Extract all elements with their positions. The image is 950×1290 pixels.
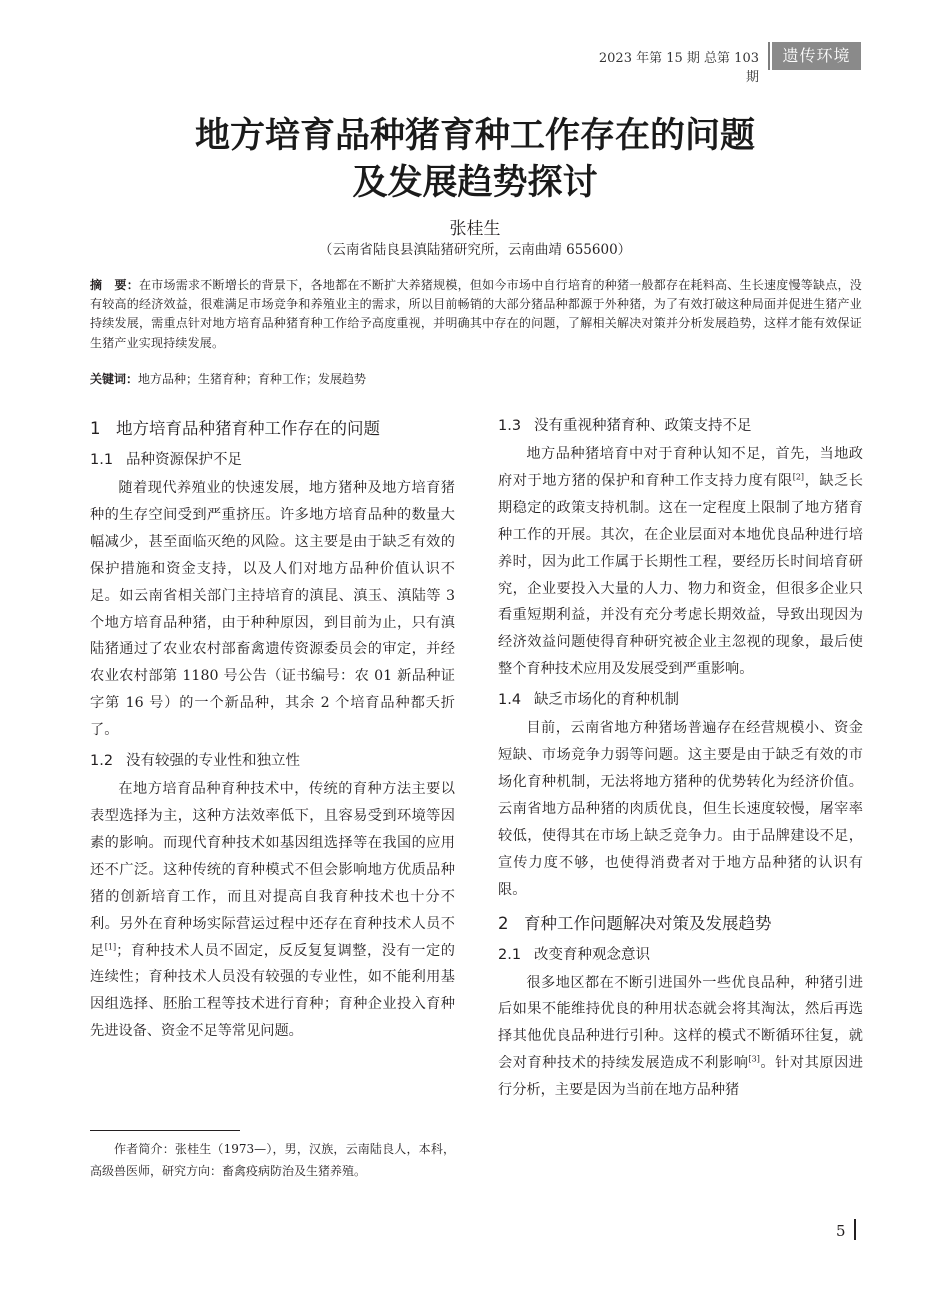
- reference-marker[interactable]: [1]: [104, 941, 117, 951]
- section-1-heading: [90, 412, 455, 446]
- subsection-title: 没有较强的专业性和独立性: [126, 753, 300, 770]
- section-2-1-heading: [498, 941, 863, 970]
- subsection-number: 1.3: [498, 418, 522, 434]
- header-issue: 2023 年第 15 期 总第 103 期: [598, 51, 759, 85]
- abstract-label: 摘 要：: [90, 278, 140, 292]
- paragraph: [498, 441, 863, 683]
- reference-marker[interactable]: [3]: [748, 1054, 760, 1064]
- keywords: [90, 370, 862, 389]
- reference-marker[interactable]: [2]: [792, 472, 805, 482]
- page-number-bar: [854, 1219, 856, 1240]
- footnote-divider: [90, 1130, 240, 1131]
- subsection-title: 品种资源保护不足: [126, 452, 242, 468]
- paragraph-text: ，缺乏长期稳定的政策支持机制。这在一定程度上限制了地方猪育种工作的开展。其次，在企业层面对本地优良品种进行培养时，因为此工作属于长期性工程，要经历长时间培育研究，企业要投入大量的人力、物力和资金，但很多企业只看重短期利益，并没有充分考虑长期效益，导致出现因为经济效益问题使得育种研究被企业主忽视的现象，最后使整个育种技术应用及发展受到严重影响。: [498, 472, 863, 678]
- subsection-title: 缺乏市场化的育种机制: [534, 692, 679, 709]
- abstract-text: 在市场需求不断增长的背景下，各地都在不断扩大养猪规模，但如今市场中自行培育的种猪一般都存在耗料高、生长速度慢等缺点，没有较高的经济效益，很难满足市场竞争和养殖业主的需求，所以目前畅销的大部分猪品种都源于外种猪，为了有效打破这种局面并促进生猪产业持续发展，需重点针对地方培育品种猪育种工作给予高度重视，并明确其中存在的问题，了解相关解决对策并分析发展趋势，这样才能有效保证生猪产业实现持续发展。: [90, 278, 862, 350]
- section-title: 地方培育品种猪育种工作存在的问题: [116, 419, 380, 438]
- subsection-title: 改变育种观念意识: [534, 946, 650, 963]
- author-footnote: 作者简介：张桂生（1973—），男，汉族，云南陆良人，本科，高级兽医师，研究方向：畜禽疫病防治及生猪养殖。: [90, 1142, 455, 1178]
- paragraph-text: 在地方培育品种育种技术中，传统的育种方法主要以表型选择为主，这种方法效率低下，且容易受到环境等因素的影响。而现代育种技术如基因组选择等在我国的应用还不广泛。这种传统的育种模式不但会影响地方优质品种猪的创新培育工作，而且对提高自我育种技术也十分不利。另外在育种场实际营运过程中还存在育种技术人员不足: [90, 781, 455, 959]
- section-1-3-heading: [498, 412, 863, 441]
- section-number: 1: [90, 419, 101, 438]
- subsection-number: 1.2: [90, 753, 114, 770]
- section-number: 2: [498, 913, 509, 933]
- title-line-1: 地方培育品种猪育种工作存在的问题: [194, 116, 755, 156]
- paragraph-text: 很多地区都在不断引进国外一些优良品种，种猪引进后如果不能维持优良的种用状态就会将其淘汰，然后再选择其他优良品种进行引种。这样的模式不断循环往复，就会对育种技术的持续发展造成不利影响: [498, 974, 863, 1072]
- abstract: [90, 276, 862, 353]
- keywords-text: 地方品种；生猪育种；育种工作；发展趋势: [138, 372, 367, 386]
- paragraph-text: ；育种技术人员不固定，反反复复调整，没有一定的连续性；育种技术人员没有较强的专业性，如不能利用基因组选择、胚胎工程等技术进行育种；育种企业投入育种先进设备、资金不足等常见问题。: [90, 942, 455, 1040]
- subsection-number: 2.1: [498, 946, 522, 963]
- paragraph-text: 地方品种猪培育中对于育种认知不足，首先，当地政府对于地方猪的保护和育种工作支持力度有限: [498, 446, 863, 489]
- paragraph: [498, 970, 863, 1105]
- author-name: 张桂生: [449, 219, 501, 239]
- subsection-title: 没有重视种猪育种、政策支持不足: [534, 418, 752, 434]
- section-1-2-heading: [90, 747, 455, 776]
- paragraph-text: 。针对其原因进行分析，主要是因为当前在地方品种猪: [498, 1055, 863, 1099]
- left-column: [90, 412, 455, 1048]
- header-divider: [768, 42, 770, 70]
- section-1-4-heading: [498, 686, 863, 715]
- article-title: [0, 113, 950, 207]
- section-title: 育种工作问题解决对策及发展趋势: [524, 913, 772, 933]
- subsection-number: 1.4: [498, 692, 522, 709]
- paragraph: 目前，云南省地方种猪场普遍存在经营规模小、资金短缺、市场竞争力弱等问题。这主要是由于缺乏有效的市场化育种机制，无法将地方猪种的优势转化为经济价值。云南省地方品种猪的肉质优良，但生长速度较慢，屠宰率较低，使得其在市场上缺乏竞争力。由于品牌建设不足，宣传力度不够，也使得消费者对于地方品种猪的认识有限。: [498, 720, 863, 898]
- section-1-1-heading: [90, 446, 455, 475]
- section-2-heading: [498, 907, 863, 941]
- paragraph: 随着现代养殖业的快速发展，地方猪种及地方培育猪种的生存空间受到严重挤压。许多地方培育品种的数量大幅减少，甚至面临灭绝的风险。这主要是由于缺乏有效的保护措施和资金支持，以及人们对地方品种价值认识不足。如云南省相关部门主持培育的滇昆、滇玉、滇陆等 3 个地方培育品种猪，由于种种原因，到目前为止，只有滇陆猪通过了农业农村部畜禽遗传资源委员会的审定，并经农业农村部第 1180 号公告（证书编号：农 01 新品种证字第 16 号）的一个新品种，其余 2 个培育品种都夭折了。: [90, 480, 455, 739]
- paragraph: [90, 776, 455, 1045]
- subsection-number: 1.1: [90, 452, 114, 468]
- author-affiliation: （云南省陆良县滇陆猪研究所，云南曲靖 655600）: [318, 242, 632, 258]
- journal-label: 遗传环境: [772, 42, 861, 70]
- page-number: 5: [836, 1222, 846, 1240]
- right-column: [498, 412, 863, 1107]
- title-line-2: 及发展趋势探讨: [352, 163, 598, 203]
- keywords-label: 关键词：: [90, 372, 139, 386]
